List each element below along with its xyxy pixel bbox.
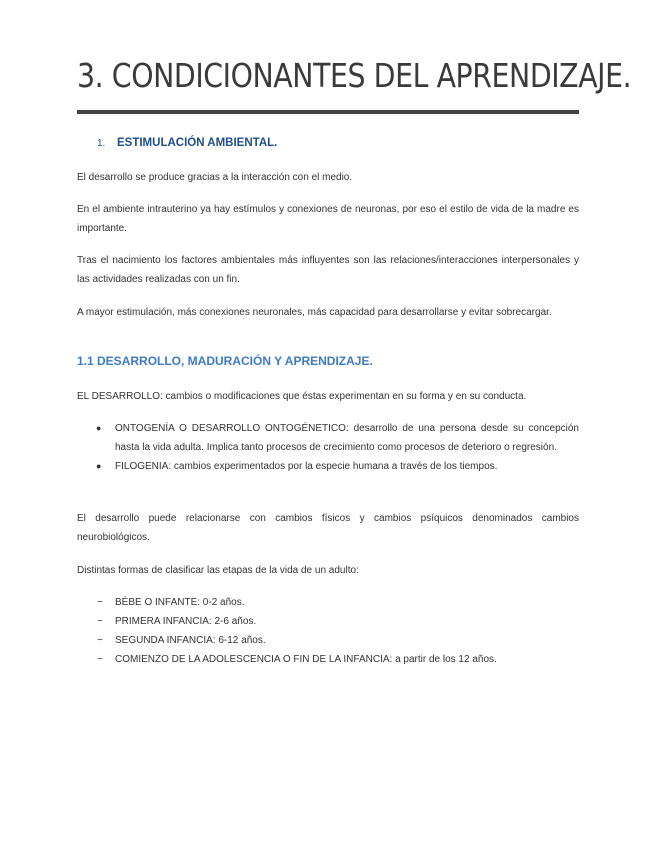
paragraph-3: Tras el nacimiento los factores ambientales más influyentes son las relaciones/interacciones interpersonales y las actividades realizadas con un fin.: [77, 255, 579, 285]
desarrollo-intro: EL DESARROLLO: cambios o modificaciones que éstas experimentan en su forma y en su conducta.: [77, 391, 527, 402]
list-item-text: ONTOGENÍA O DESARROLLO ONTOGÉNETICO: desarrollo de una persona desde su concepción hasta la vida adulta. Implica tanto procesos de crecimiento como procesos de deterioro o regresión.: [115, 423, 579, 453]
list-item-text: PRIMERA INFANCIA: 2-6 años.: [115, 616, 257, 627]
list-item: [77, 650, 579, 669]
desarrollo-bullet-list: [77, 419, 579, 476]
title-rule: [77, 110, 579, 114]
list-item-text: FILOGENIA: cambios experimentados por la especie humana a través de los tiempos.: [115, 461, 498, 472]
section-heading-text: ESTIMULACIÓN AMBIENTAL.: [117, 137, 278, 149]
list-item: [77, 457, 579, 476]
dash-icon: −: [97, 616, 103, 627]
list-item-text: COMIENZO DE LA ADOLESCENCIA O FIN DE LA INFANCIA: a partir de los 12 años.: [115, 654, 497, 665]
stages-list: [77, 593, 579, 669]
paragraph-changes: El desarrollo puede relacionarse con cambios físicos y cambios psíquicos denominados cambios neurobiológicos.: [77, 513, 579, 543]
list-item: [77, 631, 579, 650]
dash-icon: −: [97, 635, 103, 646]
list-item: [77, 419, 579, 457]
subsection-heading-desarrollo: 1.1 DESARROLLO, MADURACIÓN Y APRENDIZAJE.: [77, 354, 373, 368]
paragraph-formas: Distintas formas de clasificar las etapas de la vida de un adulto:: [77, 565, 359, 576]
paragraph-1: El desarrollo se produce gracias a la interacción con el medio.: [77, 172, 353, 183]
section-number: 1.: [97, 138, 106, 149]
list-item: [77, 612, 579, 631]
list-item: [77, 593, 579, 612]
page-title: 3. CONDICIONANTES DEL APRENDIZAJE.: [77, 56, 632, 95]
list-item-text: SEGUNDA INFANCIA: 6-12 años.: [115, 635, 266, 646]
list-item-text: BÉBE O INFANTE: 0-2 años.: [115, 597, 245, 608]
bullet-icon: ●: [96, 423, 102, 433]
section-heading-estimulacion: [97, 137, 277, 149]
dash-icon: −: [97, 654, 103, 665]
paragraph-4: A mayor estimulación, más conexiones neuronales, más capacidad para desarrollarse y evitar sobrecargar.: [77, 307, 552, 318]
bullet-icon: ●: [96, 461, 102, 471]
paragraph-2: En el ambiente intrauterino ya hay estímulos y conexiones de neuronas, por eso el estilo de vida de la madre es importante.: [77, 204, 579, 234]
dash-icon: −: [97, 597, 103, 608]
